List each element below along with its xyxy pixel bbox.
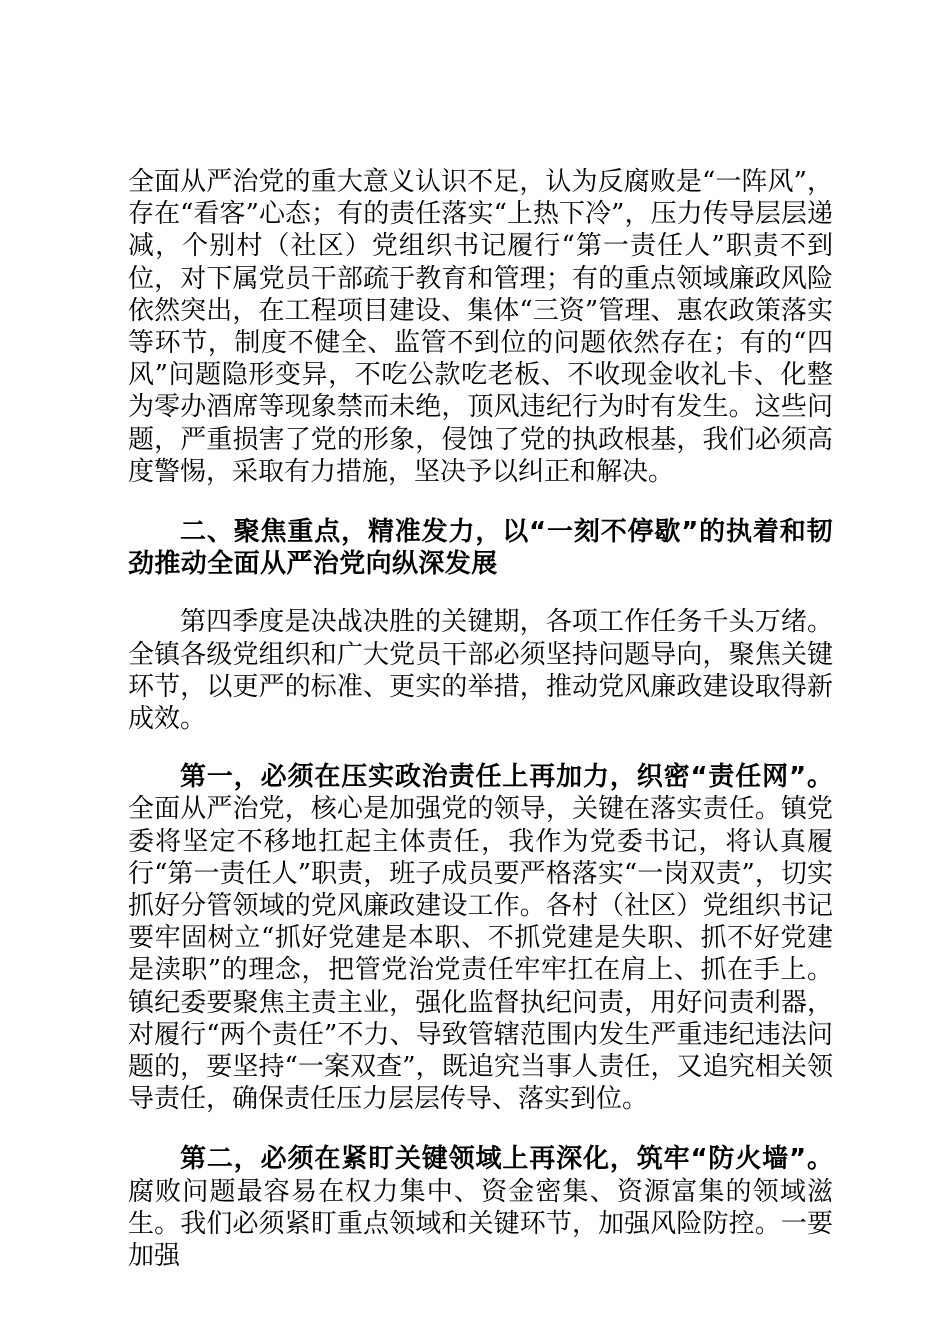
- section-heading-text: 二、聚焦重点，精准发力，以“一刻不停歇”的执着和韧劲推动全面从严治党向纵深发展: [128, 517, 833, 580]
- paragraph-text: 全面从严治党，核心是加强党的领导，关键在落实责任。镇党委将坚定不移地扛起主体责任，我作为党委书记，将认真履行“第一责任人”职责，班子成员要严格落实“一岗双责”，切实抓好分管领域的党风廉政建设工作。各村（社区）党组织书记要牢固树立“抓好党建是本职、不抓党建是失职、抓不好党建是渎职”的理念，把管党治党责任牢牢扛在肩上、抓在手上。镇纪委要聚焦主责主业，强化监督执纪问责，用好问责利器，对履行“两个责任”不力、导致管辖范围内发生严重违纪违法问题的，要坚持“一案双查”，既追究当事人责任，又追究相关领导责任，确保责任压力层层传导、落实到位。: [128, 794, 833, 1115]
- paragraph-text: 全面从严治党的重大意义认识不足，认为反腐败是“一阵风”，存在“看客”心态；有的责任落实“上热下冷”，压力传导层层递减，个别村（社区）党组织书记履行“第一责任人”职责不到位，对下属党员干部疏于教育和管理；有的重点领域廉政风险依然突出，在工程项目建设、集体“三资”管理、惠农政策落实等环节，制度不健全、监管不到位的问题依然存在；有的“四风”问题隐形变异，不吃公款吃老板、不收现金收礼卡、化整为零办酒席等现象禁而未绝，顶风违纪行为时有发生。这些问题，严重损害了党的形象，侵蚀了党的执政根基，我们必须高度警惕，采取有力措施，坚决予以纠正和解决。: [128, 167, 833, 487]
- body-paragraph-continued: [128, 166, 833, 488]
- body-paragraph-second-point: [128, 1143, 833, 1272]
- body-paragraph-first-point: [128, 761, 833, 1115]
- paragraph-text: 腐败问题最容易在权力集中、资金密集、资源富集的领域滋生。我们必须紧盯重点领域和关键环节，加强风险防控。一要加强: [128, 1176, 833, 1272]
- paragraph-text: 第四季度是决战决胜的关键期，各项工作任务千头万绪。全镇各级党组织和广大党员干部必须坚持问题导向，聚焦关键环节，以更严的标准、更实的举措，推动党风廉政建设取得新成效。: [128, 607, 833, 735]
- document-body: [128, 166, 833, 1272]
- paragraph-lead-sentence: 第一，必须在压实政治责任上再加力，织密“责任网”。: [180, 762, 833, 793]
- section-heading: [128, 516, 833, 580]
- body-paragraph: [128, 606, 833, 735]
- paragraph-lead-sentence: 第二，必须在紧盯关键领域上再深化，筑牢“防火墙”。: [180, 1144, 833, 1175]
